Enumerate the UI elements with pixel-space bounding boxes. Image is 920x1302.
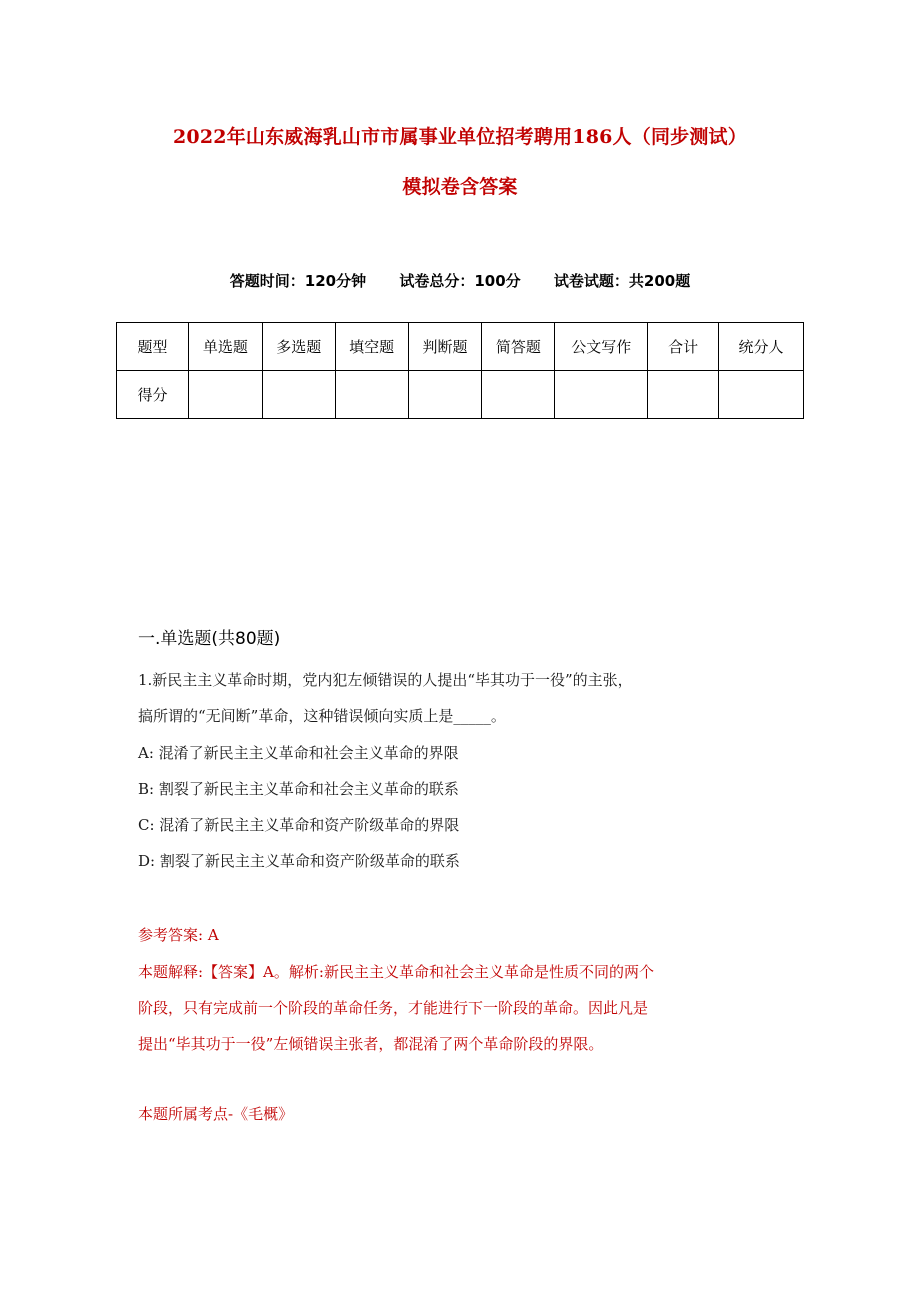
score-cell <box>408 371 482 419</box>
exam-meta <box>0 270 920 291</box>
header-cell: 简答题 <box>482 323 555 371</box>
question-line: 搞所谓的“无间断”革命，这种错误倾向实质上是_____。 <box>138 707 506 725</box>
score-cell <box>482 371 555 419</box>
section-title: 一.单选题(共80题) <box>138 629 281 649</box>
explanation-line: 阶段，只有完成前一个阶段的革命任务，才能进行下一阶段的革命。因此凡是 <box>138 999 649 1017</box>
exam-time: 答题时间：120分钟 <box>229 272 367 290</box>
score-cell <box>262 371 335 419</box>
score-cell <box>188 371 262 419</box>
reference-answer: 参考答案: A <box>138 926 219 944</box>
header-cell: 单选题 <box>188 323 262 371</box>
score-table-header-row <box>117 323 804 371</box>
explanation-line: 提出“毕其功于一役”左倾错误主张者，都混淆了两个革命阶段的界限。 <box>138 1035 604 1053</box>
score-table-score-row <box>117 371 804 419</box>
topic-tag: 本题所属考点-《毛概》 <box>138 1105 294 1123</box>
exam-total-score: 试卷总分：100分 <box>399 272 521 290</box>
header-cell: 统分人 <box>719 323 804 371</box>
option-c: C: 混淆了新民主主义革命和资产阶级革命的界限 <box>138 816 460 834</box>
score-table <box>116 322 804 419</box>
option-b: B: 割裂了新民主主义革命和社会主义革命的联系 <box>138 780 459 798</box>
score-cell <box>648 371 719 419</box>
header-cell: 判断题 <box>408 323 482 371</box>
question-stem <box>138 662 788 734</box>
score-cell <box>335 371 408 419</box>
header-cell: 题型 <box>117 323 189 371</box>
document-title-line1: 2022年山东威海乳山市市属事业单位招考聘用186人（同步测试） <box>173 126 747 148</box>
header-cell: 多选题 <box>262 323 335 371</box>
option-a: A: 混淆了新民主主义革命和社会主义革命的界限 <box>138 744 459 762</box>
question-line: 1.新民主主义革命时期，党内犯左倾错误的人提出“毕其功于一役”的主张， <box>138 671 633 689</box>
score-cell <box>555 371 648 419</box>
score-cell <box>719 371 804 419</box>
exam-question-count: 试卷试题：共200题 <box>553 272 691 290</box>
header-cell: 填空题 <box>335 323 408 371</box>
explanation-line: 本题解释:【答案】A。解析:新民主主义革命和社会主义革命是性质不同的两个 <box>138 963 654 981</box>
header-cell: 合计 <box>648 323 719 371</box>
answer-explanation <box>138 954 788 1062</box>
document-title-line2: 模拟卷含答案 <box>402 176 518 198</box>
question-options <box>138 735 788 879</box>
option-d: D: 割裂了新民主主义革命和资产阶级革命的联系 <box>138 852 460 870</box>
header-cell: 公文写作 <box>555 323 648 371</box>
row-label-cell: 得分 <box>117 371 189 419</box>
